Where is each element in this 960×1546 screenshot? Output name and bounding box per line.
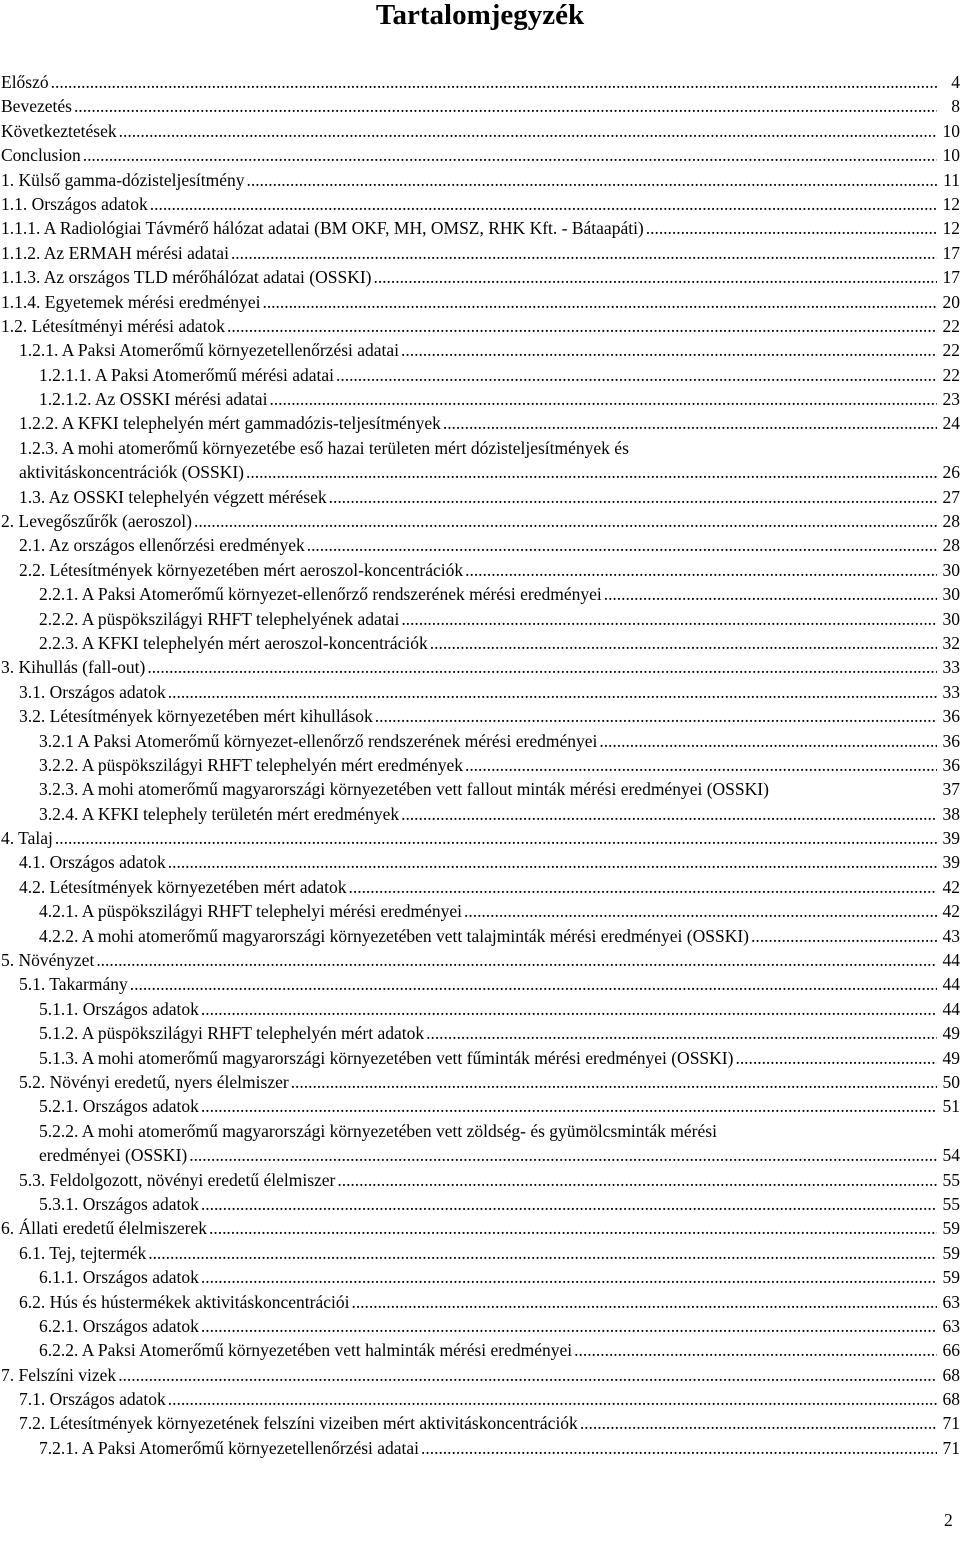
- toc-entry[interactable]: [0, 607, 960, 631]
- toc-entry-title: 4. Talaj: [1, 828, 53, 849]
- dot-leader: [201, 1265, 937, 1289]
- dot-leader: [574, 1338, 937, 1362]
- toc-entry-page: 36: [942, 754, 960, 775]
- toc-entry-page: 59: [942, 1242, 960, 1263]
- toc-entry-title: Bevezetés: [1, 96, 72, 117]
- dot-leader: [329, 485, 937, 509]
- toc-entry-title: 1.1. Országos adatok: [1, 193, 148, 214]
- toc-entry[interactable]: [0, 143, 960, 167]
- dot-leader: [604, 582, 937, 606]
- dot-leader: [194, 509, 937, 533]
- toc-entry-title: 1.2.3. A mohi atomerőmű környezetébe eső hazai területen mért dózisteljesítmények és: [19, 437, 629, 458]
- toc-entry[interactable]: [0, 94, 960, 118]
- toc-entry[interactable]: [0, 899, 960, 923]
- toc-entry-page: 55: [942, 1193, 960, 1214]
- toc-entry-page: 55: [942, 1169, 960, 1190]
- toc-entry-page: 17: [942, 267, 960, 288]
- toc-entry[interactable]: [0, 1411, 960, 1435]
- dot-leader: [148, 1241, 937, 1265]
- dot-leader: [351, 1290, 937, 1314]
- toc-entry[interactable]: [0, 1338, 960, 1362]
- toc-entry[interactable]: [0, 1241, 960, 1265]
- toc-entry-title: 3.1. Országos adatok: [19, 681, 166, 702]
- dot-leader: [201, 1192, 937, 1216]
- toc-entry[interactable]: [0, 972, 960, 996]
- toc-entry-title: 4.2.1. A püspökszilágyi RHFT telephelyi mérési eredményei: [39, 901, 463, 922]
- toc-entry[interactable]: [0, 924, 960, 948]
- dot-leader: [55, 826, 937, 850]
- dot-leader: [349, 875, 937, 899]
- toc-entry[interactable]: [0, 290, 960, 314]
- dot-leader: [201, 1094, 937, 1118]
- toc-entry-page: 17: [942, 242, 960, 263]
- toc-entry-title: 6.2.2. A Paksi Atomerőmű környezetében vett halminták mérési eredményei: [39, 1340, 573, 1361]
- toc-entry-title: Előszó: [1, 71, 49, 92]
- toc-entry[interactable]: [0, 533, 960, 557]
- toc-entry-page: 63: [942, 1291, 960, 1312]
- toc-entry-page: 12: [942, 218, 960, 239]
- dot-leader: [307, 533, 937, 557]
- toc-entry-page: 8: [951, 96, 960, 117]
- toc-entry[interactable]: [0, 875, 960, 899]
- toc-entry[interactable]: [0, 582, 960, 606]
- toc-entry-title: 1.1.4. Egyetemek mérési eredményei: [1, 291, 261, 312]
- toc-entry-page: 12: [942, 193, 960, 214]
- dot-leader: [168, 680, 937, 704]
- toc-entry-page: 39: [942, 828, 960, 849]
- toc-entry-title: 5. Növényzet: [1, 950, 95, 971]
- toc-entry[interactable]: [0, 1168, 960, 1192]
- toc-entry-title: 1. Külső gamma-dózisteljesítmény: [1, 169, 245, 190]
- toc-entry-page: 68: [942, 1364, 960, 1385]
- toc-entry[interactable]: [0, 387, 960, 411]
- toc-entry[interactable]: [0, 851, 960, 875]
- dot-leader: [599, 729, 937, 753]
- toc-entry-title: 6.2.1. Országos adatok: [39, 1315, 199, 1336]
- toc-entry-title: 5.1.3. A mohi atomerőmű magyarországi környezetében vett fűminták mérési eredményei (OSSKI): [39, 1047, 734, 1068]
- toc-entry[interactable]: [0, 704, 960, 728]
- toc-entry-title: 3.2. Létesítmények környezetében mért kihullások: [19, 706, 373, 727]
- toc-entry-page: 36: [942, 706, 960, 727]
- toc-entry-page: 24: [942, 413, 960, 434]
- toc-entry-page: 39: [942, 852, 960, 873]
- toc-entry-page: 23: [942, 389, 960, 410]
- dot-leader: [401, 802, 937, 826]
- dot-leader: [426, 1021, 937, 1045]
- toc-entry[interactable]: [0, 1046, 960, 1070]
- toc-entry-page: 28: [942, 535, 960, 556]
- dot-leader: [421, 1436, 937, 1460]
- dot-leader: [464, 899, 937, 923]
- toc-entry-page: 71: [942, 1437, 960, 1458]
- toc-entry-page: 51: [942, 1096, 960, 1117]
- toc-entry-title: 7.2. Létesítmények környezetének felszíni vizeiben mért aktivitáskoncentrációk: [19, 1413, 578, 1434]
- toc-entry-title: 7.2.1. A Paksi Atomerőmű környezetellenőrzési adatai: [39, 1437, 420, 1458]
- toc-entry[interactable]: [0, 1290, 960, 1314]
- toc-entry[interactable]: [0, 1265, 960, 1289]
- toc-entry-title: 5.2. Növényi eredetű, nyers élelmiszer: [19, 1072, 289, 1092]
- toc-entry-page: 59: [942, 1267, 960, 1288]
- toc-entry[interactable]: [0, 338, 960, 362]
- toc-entry-page: 10: [942, 120, 960, 141]
- dot-leader: [168, 1387, 937, 1411]
- toc-entry-page: 22: [942, 315, 960, 336]
- toc-entry[interactable]: [0, 558, 960, 582]
- toc-entry-title: 5.1.2. A püspökszilágyi RHFT telephelyén mért adatok: [39, 1023, 425, 1044]
- dot-leader: [83, 143, 937, 167]
- dot-leader: [189, 1143, 937, 1167]
- toc-entry[interactable]: [0, 802, 960, 826]
- dot-leader: [430, 631, 937, 655]
- toc-entry-title-continued: aktivitáskoncentrációk (OSSKI): [19, 462, 245, 483]
- toc-entry-page: 42: [942, 876, 960, 897]
- dot-leader: [337, 1168, 937, 1192]
- toc-entry-page: 44: [942, 950, 960, 971]
- toc-entry[interactable]: [0, 192, 960, 216]
- toc-entry-title: 3.2.4. A KFKI telephely területén mért eredmények: [39, 803, 400, 824]
- toc-entry-page: 10: [942, 145, 960, 166]
- toc-entry[interactable]: [0, 1314, 960, 1338]
- toc-entry-title: Következtetések: [1, 120, 117, 141]
- toc-entry[interactable]: [0, 948, 960, 972]
- dot-leader: [269, 387, 937, 411]
- dot-leader: [51, 70, 937, 94]
- toc-entry[interactable]: [0, 1021, 960, 1045]
- toc-entry-title: 2.1. Az országos ellenőrzési eredmények: [19, 535, 305, 556]
- toc-entry[interactable]: [0, 729, 960, 753]
- dot-leader: [209, 1216, 937, 1240]
- toc-entry[interactable]: [0, 753, 960, 777]
- toc-entry-title: 2.2.1. A Paksi Atomerőmű környezet-ellenőrző rendszerének mérési eredményei: [39, 584, 602, 605]
- dot-leader: [465, 753, 937, 777]
- toc-entry-title: 7.1. Országos adatok: [19, 1389, 166, 1410]
- page-title: Tartalomjegyzék: [375, 0, 585, 31]
- dot-leader: [231, 241, 937, 265]
- toc-entry-title: 6.2. Hús és hústermékek aktivitáskoncentrációi: [19, 1291, 350, 1312]
- toc-entry[interactable]: [0, 70, 960, 94]
- toc-entry-page: 38: [942, 803, 960, 824]
- toc-entry-title: 5.1.1. Országos adatok: [39, 998, 199, 1019]
- toc-entry-page: 30: [942, 584, 960, 605]
- toc-entry-page: 71: [942, 1413, 960, 1434]
- toc-entry[interactable]: [0, 1216, 960, 1240]
- toc-entry-title: 1.1.2. Az ERMAH mérési adatai: [1, 242, 229, 263]
- toc-entry[interactable]: [0, 509, 960, 533]
- dot-leader: [751, 924, 937, 948]
- toc-entry-title: 5.1. Takarmány: [19, 974, 128, 995]
- toc-entry-page: 33: [942, 657, 960, 678]
- dot-leader: [246, 460, 937, 484]
- dot-leader: [247, 168, 938, 192]
- toc-entry-page: 20: [942, 291, 960, 312]
- toc-entry-title: 2.2. Létesítmények környezetében mért aeroszol-koncentrációk: [19, 559, 464, 580]
- toc-entry-page: 54: [942, 1145, 960, 1166]
- toc-entry[interactable]: [0, 1192, 960, 1216]
- toc-entry-title: 6.1. Tej, tejtermék: [19, 1242, 147, 1263]
- toc-entry-page: 44: [942, 998, 960, 1019]
- toc-entry[interactable]: [0, 997, 960, 1021]
- toc-entry-title: 1.3. Az OSSKI telephelyén végzett mérések: [19, 486, 327, 507]
- dot-leader: [147, 655, 937, 679]
- toc-entry[interactable]: [0, 216, 960, 240]
- dot-leader: [401, 607, 937, 631]
- dot-leader: [291, 1070, 937, 1094]
- toc-entry-title: 5.3. Feldolgozott, növényi eredetű élelmiszer: [19, 1169, 336, 1190]
- dot-leader: [74, 94, 937, 118]
- toc-entry[interactable]: [0, 1387, 960, 1411]
- dot-leader: [580, 1411, 937, 1435]
- dot-leader: [96, 948, 937, 972]
- dot-leader: [401, 338, 937, 362]
- toc-entry-title: 4.2. Létesítmények környezetében mért adatok: [19, 876, 347, 897]
- toc-entry-title: 4.2.2. A mohi atomerőmű magyarországi környezetében vett talajminták mérési eredményei (OSSKI): [39, 925, 749, 946]
- toc-entry-page: 49: [942, 1047, 960, 1068]
- toc-entry-title: 7. Felszíni vizek: [1, 1364, 117, 1385]
- table-of-contents: [0, 70, 960, 1460]
- dot-leader: [201, 997, 937, 1021]
- toc-entry[interactable]: [0, 1094, 960, 1118]
- toc-entry-page: 30: [942, 608, 960, 629]
- toc-entry-page: 32: [942, 632, 960, 653]
- toc-entry[interactable]: [0, 363, 960, 387]
- toc-entry-page: 22: [942, 364, 960, 385]
- toc-entry-page: 37: [942, 779, 960, 800]
- toc-entry-title: 1.2. Létesítményi mérési adatok: [1, 315, 226, 336]
- toc-entry-title: 1.2.1.1. A Paksi Atomerőmű mérési adatai: [39, 364, 335, 385]
- toc-entry-title: 3.2.2. A püspökszilágyi RHFT telephelyén mért eredmények: [39, 754, 463, 775]
- dot-leader: [201, 1314, 937, 1338]
- toc-entry-page: 44: [942, 974, 960, 995]
- toc-entry[interactable]: [0, 777, 960, 801]
- toc-entry-title: 1.1.1. A Radiológiai Távmérő hálózat adatai (BM OKF, MH, OMSZ, RHK Kft. - Bátaapáti): [1, 218, 644, 239]
- dot-leader: [150, 192, 937, 216]
- toc-entry-page: 33: [942, 681, 960, 702]
- toc-entry-title: 3. Kihullás (fall-out): [1, 657, 146, 678]
- dot-leader: [262, 290, 937, 314]
- toc-entry-title: 6. Állati eredetű élelmiszerek: [1, 1218, 208, 1239]
- toc-entry-title: 3.2.1 A Paksi Atomerőmű környezet-ellenőrző rendszerének mérési eredményei: [39, 730, 598, 751]
- toc-entry[interactable]: [0, 1436, 960, 1460]
- dot-leader: [130, 972, 937, 996]
- toc-entry[interactable]: [0, 1070, 960, 1094]
- page-number: 2: [944, 1510, 953, 1530]
- toc-entry-page: 50: [942, 1072, 960, 1092]
- toc-entry-page: 63: [942, 1315, 960, 1336]
- toc-entry-title: 1.2.2. A KFKI telephelyén mért gammadózis-teljesítmények: [19, 413, 441, 434]
- toc-entry-page: 26: [942, 462, 960, 483]
- toc-entry-page: 43: [942, 925, 960, 946]
- dot-leader: [465, 558, 937, 582]
- toc-entry[interactable]: [0, 168, 960, 192]
- toc-entry-page: 28: [942, 511, 960, 532]
- dot-leader: [118, 1363, 937, 1387]
- toc-entry-title: 5.3.1. Országos adatok: [39, 1193, 199, 1214]
- toc-entry[interactable]: [0, 411, 960, 435]
- toc-entry-page: 42: [942, 901, 960, 922]
- toc-entry-title: 1.2.1. A Paksi Atomerőmű környezetellenőrzési adatai: [19, 340, 400, 361]
- dot-leader: [119, 119, 937, 143]
- toc-entry[interactable]: [0, 1363, 960, 1387]
- dot-leader: [373, 265, 937, 289]
- dot-leader: [375, 704, 937, 728]
- toc-entry-title: 1.1.3. Az országos TLD mérőhálózat adatai (OSSKI): [1, 267, 372, 288]
- toc-entry-page: 66: [942, 1340, 960, 1361]
- dot-leader: [735, 1046, 937, 1070]
- toc-entry[interactable]: [0, 241, 960, 265]
- toc-entry[interactable]: [0, 631, 960, 655]
- toc-entry[interactable]: [0, 485, 960, 509]
- toc-entry[interactable]: [0, 119, 960, 143]
- toc-entry-page: 49: [942, 1023, 960, 1044]
- toc-entry[interactable]: [0, 314, 960, 338]
- toc-entry-title: 3.2.3. A mohi atomerőmű magyarországi környezetében vett fallout minták mérési eredményei (OSSKI): [39, 779, 769, 800]
- dot-leader: [443, 411, 937, 435]
- toc-entry[interactable]: [0, 680, 960, 704]
- toc-entry-page: 11: [943, 169, 960, 190]
- toc-entry-title: 5.2.1. Országos adatok: [39, 1096, 199, 1117]
- toc-entry-title: 1.2.1.2. Az OSSKI mérési adatai: [39, 389, 268, 410]
- toc-entry-page: 30: [942, 559, 960, 580]
- dot-leader: [227, 314, 937, 338]
- toc-entry-page: 22: [942, 340, 960, 361]
- toc-entry[interactable]: [0, 1119, 960, 1168]
- toc-entry[interactable]: [0, 436, 960, 485]
- toc-entry[interactable]: [0, 265, 960, 289]
- toc-entry-title: 2.2.2. A püspökszilágyi RHFT telephelyének adatai: [39, 608, 400, 629]
- toc-entry-title: 4.1. Országos adatok: [19, 852, 166, 873]
- toc-entry-title: 6.1.1. Országos adatok: [39, 1267, 199, 1288]
- dot-leader: [646, 216, 937, 240]
- dot-leader: [168, 850, 937, 874]
- toc-entry-page: 27: [942, 486, 960, 507]
- toc-entry[interactable]: [0, 826, 960, 850]
- toc-entry-page: 36: [942, 730, 960, 751]
- toc-entry-title-continued: eredményei (OSSKI): [39, 1145, 188, 1166]
- toc-entry-title: 5.2.2. A mohi atomerőmű magyarországi környezetében vett zöldség- és gyümölcsminták mérési: [39, 1120, 717, 1141]
- toc-entry-page: 68: [942, 1389, 960, 1410]
- toc-entry-page: 59: [942, 1218, 960, 1239]
- toc-entry-title: 2. Levegőszűrők (aeroszol): [1, 511, 192, 532]
- toc-entry-title: Conclusion: [1, 145, 81, 166]
- dot-leader: [336, 363, 937, 387]
- toc-entry-title: 2.2.3. A KFKI telephelyén mért aeroszol-koncentrációk: [39, 632, 428, 653]
- toc-entry[interactable]: [0, 655, 960, 679]
- toc-entry-page: 4: [951, 71, 960, 92]
